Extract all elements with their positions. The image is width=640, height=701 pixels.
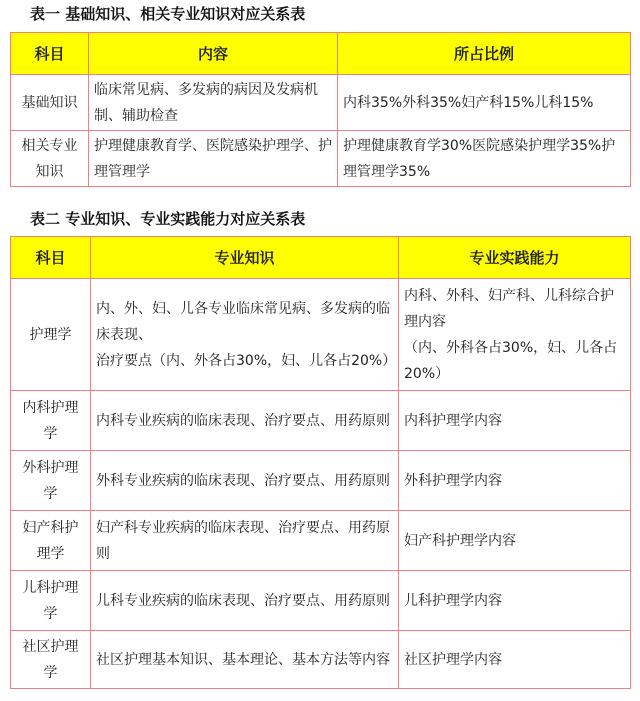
table-row — [11, 391, 631, 451]
table2-cell-knowledge: 内、外、妇、儿各专业临床常见病、多发病的临床表现、 治疗要点（内、外各占30%，妇、儿各占20%） — [91, 279, 399, 391]
table2-cell-subject: 儿科护理学 — [11, 571, 91, 631]
table1-cell-content: 护理健康教育学、医院感染护理学、护理管理学 — [89, 131, 338, 187]
table1-cell-subject: 基础知识 — [11, 75, 89, 131]
table2-cell-practice: 内科护理学内容 — [399, 391, 631, 451]
table1-cell-ratio: 护理健康教育学30%医院感染护理学35%护理管理学35% — [338, 131, 631, 187]
table2-header-knowledge: 专业知识 — [91, 237, 399, 279]
table2-cell-practice: 社区护理学内容 — [399, 631, 631, 689]
table-row — [11, 451, 631, 511]
table2-cell-practice: 内科、外科、妇产科、儿科综合护理内容 （内、外科各占30%，妇、儿各占20%） — [399, 279, 631, 391]
table2-caption: 表二 专业知识、专业实践能力对应关系表 — [30, 210, 306, 228]
table1-cell-subject: 相关专业知识 — [11, 131, 89, 187]
table1-header-subject: 科目 — [11, 33, 89, 75]
table-row — [11, 279, 631, 391]
table1-cell-ratio: 内科35%外科35%妇产科15%儿科15% — [338, 75, 631, 131]
table2-cell-subject: 内科护理学 — [11, 391, 91, 451]
table2-cell-subject: 妇产科护理学 — [11, 511, 91, 571]
table2-cell-knowledge: 社区护理基本知识、基本理论、基本方法等内容 — [91, 631, 399, 689]
table1-header-content: 内容 — [89, 33, 338, 75]
table2-cell-subject: 社区护理学 — [11, 631, 91, 689]
table2-cell-practice: 外科护理学内容 — [399, 451, 631, 511]
table2-cell-practice: 妇产科护理学内容 — [399, 511, 631, 571]
table-row — [11, 511, 631, 571]
table2-cell-knowledge: 内科专业疾病的临床表现、治疗要点、用药原则 — [91, 391, 399, 451]
table1-header-ratio: 所占比例 — [338, 33, 631, 75]
table2-cell-practice: 儿科护理学内容 — [399, 571, 631, 631]
table2-cell-subject: 护理学 — [11, 279, 91, 391]
table1-cell-content: 临床常见病、多发病的病因及发病机制、辅助检查 — [89, 75, 338, 131]
table2-cell-knowledge: 妇产科专业疾病的临床表现、治疗要点、用药原则 — [91, 511, 399, 571]
table-row — [11, 631, 631, 689]
table1-header-row — [11, 33, 631, 75]
table1-subject-content-ratio — [10, 32, 631, 187]
table2-header-practice: 专业实践能力 — [399, 237, 631, 279]
table2-cell-subject: 外科护理学 — [11, 451, 91, 511]
table-row — [11, 75, 631, 131]
table-row — [11, 131, 631, 187]
table1-caption: 表一 基础知识、相关专业知识对应关系表 — [30, 5, 306, 23]
table2-cell-knowledge: 外科专业疾病的临床表现、治疗要点、用药原则 — [91, 451, 399, 511]
table2-knowledge-practice — [10, 236, 631, 689]
table2-header-subject: 科目 — [11, 237, 91, 279]
table-row — [11, 571, 631, 631]
table2-cell-knowledge: 儿科专业疾病的临床表现、治疗要点、用药原则 — [91, 571, 399, 631]
table2-header-row — [11, 237, 631, 279]
